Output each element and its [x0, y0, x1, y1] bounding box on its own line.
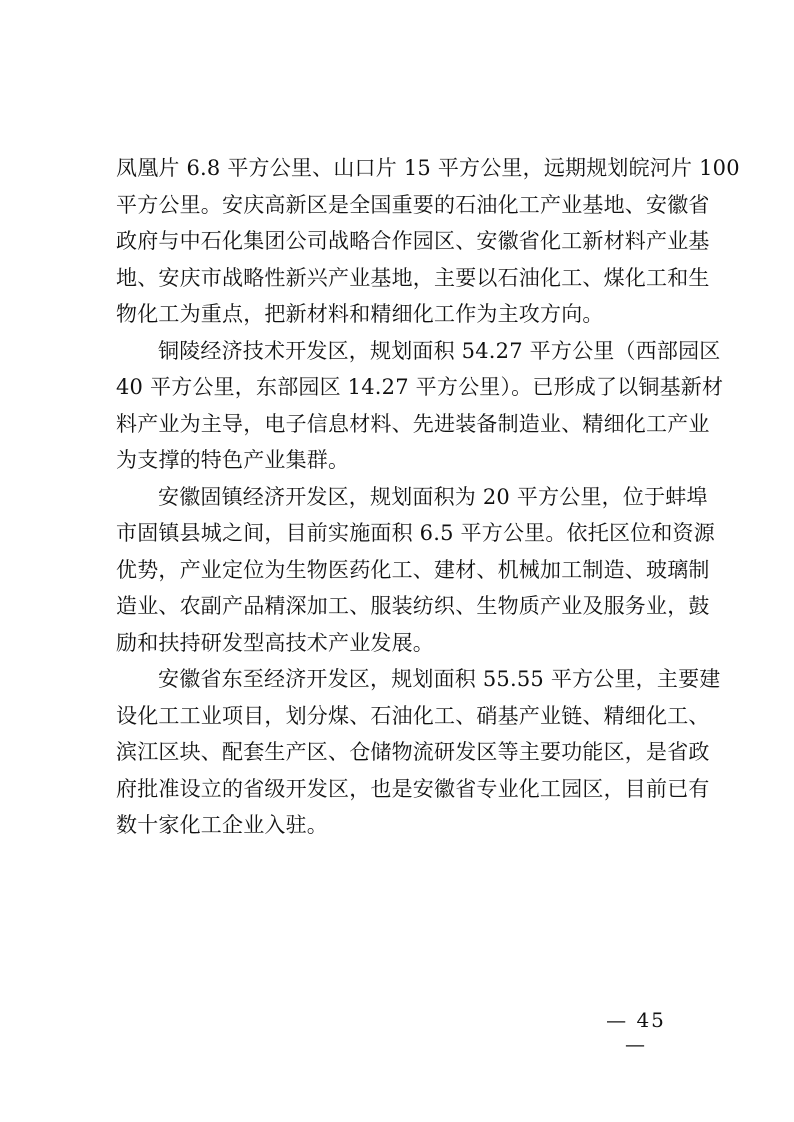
text-line: 物化工为重点，把新材料和精细化工作为主攻方向。: [116, 302, 604, 326]
text-line: 铜陵经济技术开发区，规划面积 54.27 平方公里（西部园区: [158, 338, 721, 363]
paragraph: [116, 150, 740, 333]
text-line: 为支撑的特色产业集群。: [116, 448, 350, 472]
text-line: 地、安庆市战略性新兴产业基地，主要以石油化工、煤化工和生: [116, 265, 710, 290]
text-line: 安徽省东至经济开发区，规划面积 55.55 平方公里，主要建: [158, 667, 721, 691]
text-line: 凤凰片 6.8 平方公里、山口片 15 平方公里，远期规划皖河片 100: [116, 156, 740, 180]
text-line: 平方公里。安庆高新区是全国重要的石油化工产业基地、安徽省: [116, 192, 710, 217]
body-text: [116, 150, 740, 844]
text-line: 安徽固镇经济开发区，规划面积为 20 平方公里，位于蚌埠: [158, 484, 708, 509]
text-line: 造业、农副产品精深加工、服装纺织、生物质产业及服务业，鼓: [116, 594, 710, 618]
text-line: 励和扶持研发型高技术产业发展。: [116, 630, 434, 655]
text-line: 滨江区块、配套生产区、仓储物流研发区等主要功能区，是省政: [116, 740, 710, 764]
text-line: 府批准设立的省级开发区，也是安徽省专业化工园区，目前已有: [116, 776, 710, 801]
paragraph: [116, 333, 724, 479]
text-line: 40 平方公里，东部园区 14.27 平方公里）。已形成了以铜基新材: [116, 375, 724, 399]
text-line: 设化工工业项目，划分煤、石油化工、硝基产业链、精细化工、: [116, 703, 710, 728]
text-line: 优势，产业定位为生物医药化工、建材、机械加工制造、玻璃制: [116, 557, 710, 582]
text-line: 数十家化工企业入驻。: [116, 813, 328, 837]
paragraph: [116, 479, 715, 662]
text-line: 政府与中石化集团公司战略合作园区、安徽省化工新材料产业基: [116, 229, 710, 253]
text-line: 料产业为主导，电子信息材料、先进装备制造业、精细化工产业: [116, 411, 710, 436]
text-line: 市固镇县城之间，目前实施面积 6.5 平方公里。依托区位和资源: [116, 521, 715, 545]
paragraph: [116, 661, 721, 844]
page-number: — 45 —: [606, 1008, 666, 1056]
